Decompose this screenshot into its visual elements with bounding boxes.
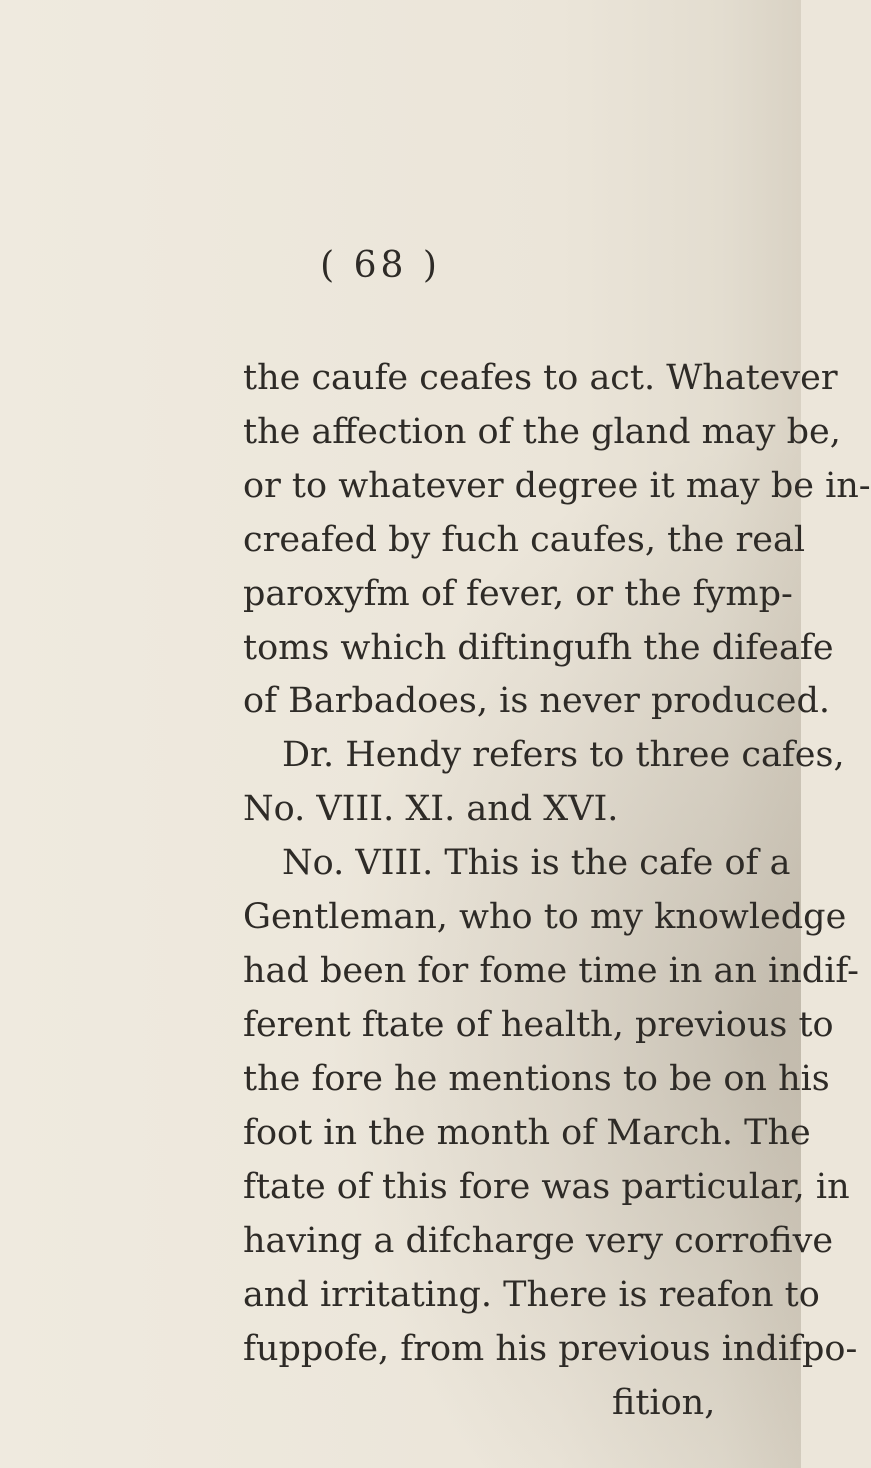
text-line-2: the affection of the gland may be, <box>243 412 841 452</box>
text-line-8: Dr. Hendy refers to three cafes, <box>282 735 845 775</box>
text-line-11: Gentleman, who to my knowledge <box>243 897 847 937</box>
text-line-12: had been for fome time in an indif- <box>243 951 859 991</box>
text-line-19: fuppofe, from his previous indifpo- <box>243 1329 858 1369</box>
text-line-18: and irritating. There is reafon to <box>243 1275 820 1315</box>
text-line-1: the caufe ceafes to act. Whatever <box>243 358 838 398</box>
text-line-3: or to whatever degree it may be in- <box>243 466 871 506</box>
text-line-14: the fore he mentions to be on his <box>243 1059 830 1099</box>
text-line-17: having a difcharge very corrofive <box>243 1221 834 1261</box>
text-line-5: paroxyfm of fever, or the fymp- <box>243 574 793 614</box>
text-line-15: foot in the month of March. The <box>243 1113 811 1153</box>
page-number: ( 68 ) <box>320 245 441 286</box>
text-line-9: No. VIII. XI. and XVI. <box>243 789 619 829</box>
text-line-16: ftate of this fore was particular, in <box>243 1167 850 1207</box>
text-line-13: ferent ftate of health, previous to <box>243 1005 834 1045</box>
text-line-4: creafed by fuch caufes, the real <box>243 520 806 560</box>
text-line-6: toms which diftingufh the difeafe <box>243 628 834 668</box>
catchword: fition, <box>612 1383 716 1423</box>
text-line-10: No. VIII. This is the cafe of a <box>282 843 791 883</box>
text-line-7: of Barbadoes, is never produced. <box>243 681 831 721</box>
